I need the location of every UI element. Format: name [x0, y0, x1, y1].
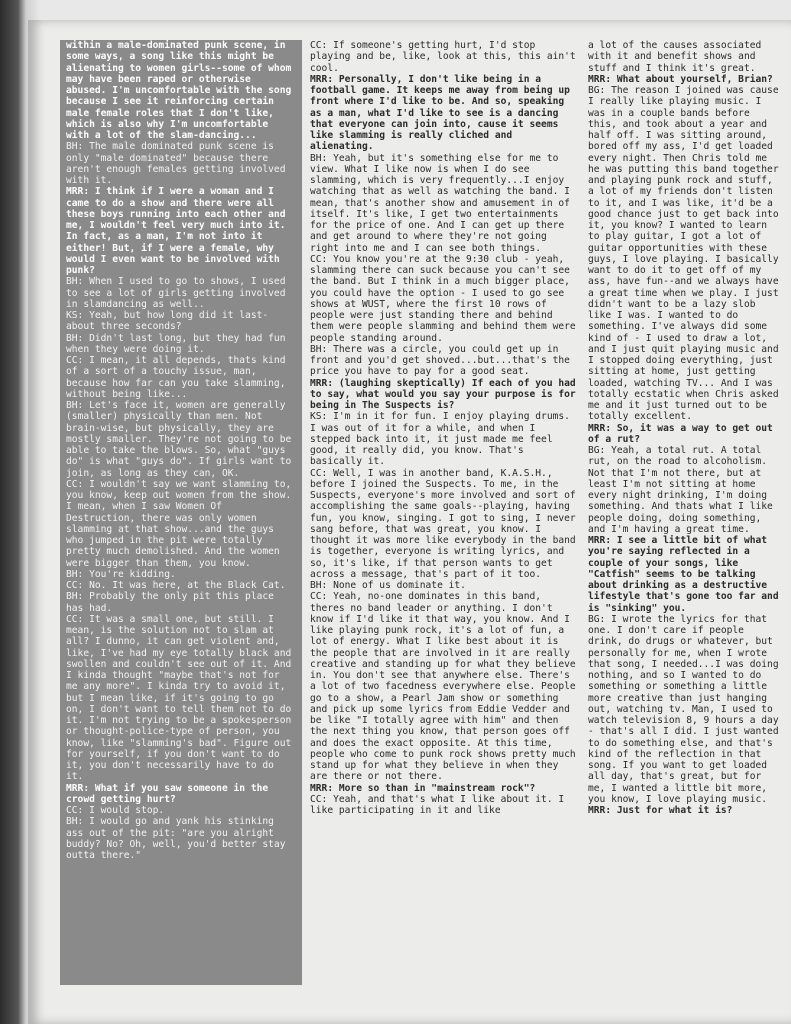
- mid-para-2: BH: Yeah, but it's something else for me to view. What I like now is when I do see slamming, which is very frequently...I enjoy watching that as well as watching the band. I mean, that's another show and amusement in of itself. It's like, I get two entertainments for the price of one. And I can get up there and get around to where they're not going right into me and I can see both things.: [310, 152, 570, 254]
- mid-para-4: BH: There was a circle, you could get up in front and you'd get shoved...but...that's the price you have to pay for a good seat.: [310, 343, 570, 378]
- left-para-2: MRR: I think if I were a woman and I came to do a show and there were all these boys running into each other and me, I wouldn't feel very much into it. In fact, as a man, I'm not into it either! But, if I were a female, why would I even want to be involved with punk?: [66, 186, 286, 276]
- left-para-4: KS: Yeah, but how long did it last-about three seconds?: [66, 310, 269, 333]
- right-para-0: a lot of the causes associated with it and benefit shows and stuff and I think it's great.: [588, 40, 762, 74]
- mid-para-3: CC: You know you're at the 9:30 club - yeah, slamming there can suck because you can't see the band. But I think in a much bigger place, you could have the option - I used to go see shows at WUST, where the first 10 rows of people were just standing there and behind them were people slamming and behind them were people standing around.: [310, 253, 576, 344]
- left-para-10: CC: No. It was here, at the Black Cat.: [66, 580, 286, 591]
- left-para-11: BH: Probably the only pit this place has had.: [66, 591, 274, 614]
- mid-para-8: BH: None of us dominate it.: [310, 580, 466, 591]
- mid-para-1: MRR: Personally, I don't like being in a football game. It keeps me away from being up front where I'd like to be. And so, speaking as a man, what I'd like to see is a dancing that everyone can join into, cause it seems like slamming is really cliched and alienating.: [310, 73, 570, 153]
- mid-para-10: MRR: More so than in "mainstream rock"?: [310, 782, 536, 794]
- right-para-6: BG: I wrote the lyrics for that one. I don't care if people drink, do drugs or whatever, but personally for me, when I wrote that song, I needed...I was doing nothing, and so I wanted to do something or something a little more creative than just hanging out, watching tv. Man, I used to watch television 8, 9 hours a day - that's all I did. I just wanted to do something else, and that's kind of the reflection in that song. If you want to get loaded all day, that's great, but for me, I wanted a little bit more, you know, I love playing music.: [588, 613, 779, 805]
- mid-para-0: CC: If someone's getting hurt, I'd stop playing and be, like, look at this, this ain't cool.: [310, 40, 576, 74]
- left-para-9: BH: You're kidding.: [66, 568, 176, 580]
- right-para-5: MRR: I see a little bit of what you're saying reflected in a couple of your songs, like "Catfish" seems to be talking about drinking as a destructive lifestyle that's gone too far and is "sinking" you.: [588, 535, 779, 614]
- left-para-13: MRR: What if you saw someone in the crowd getting hurt?: [66, 782, 269, 805]
- right-para-3: MRR: So, it was a way to get out of a rut?: [588, 422, 773, 445]
- left-para-8: CC: I wouldn't say we want slamming to, you know, keep out women from the show. I mean, when I saw Women Of Destruction, there was only women slamming at that show...and the guys who jumped in the pit were totally pretty much demolished. And the women were bigger than them, you know.: [66, 478, 292, 569]
- left-para-12: CC: It was a small one, but still. I mean, is the solution not to slam at all? I dunno, it can get violent and, like, I've had my eye totally black and swollen and couldn't see out of it. And I kinda thought "maybe that's not for me any more". I kinda try to avoid it, but I mean like, if it's going to go on, I don't want to tell them not to do it. I'm not trying to be a spokesperson or thought-police-type of person, you know, like "slamming's bad". Figure out for yourself, if you don't want to do it, you don't necessarily have to do it.: [66, 613, 292, 783]
- left-para-3: BH: When I used to go to shows, I used to see a lot of girls getting involved in slamdancing as well..: [66, 276, 286, 310]
- left-para-1: BH: The male dominated punk scene is only "male dominated" because there aren't enough females getting involved with it.: [66, 141, 286, 186]
- mid-para-11: CC: Yeah, and that's what I like about it. I like participating in it and like: [310, 793, 565, 816]
- left-para-15: BH: I would go and yank his stinking ass out of the pit: "are you alright buddy? No? Oh, well, you'd better stay outta there.": [66, 816, 286, 861]
- middle-column: [308, 40, 580, 985]
- left-para-6: CC: I mean, it all depends, thats kind of a sort of a touchy issue, man, because how far can you take slamming, without being like...: [66, 355, 286, 400]
- right-column: [586, 40, 782, 985]
- mid-para-6: KS: I'm in it for fun. I enjoy playing drums. I was out of it for a while, and when I stepped back into it, it just made me feel good, it really did, you know. That's basically it.: [310, 411, 570, 468]
- right-para-4: BG: Yeah, a total rut. A total rut, on the road to alcoholism. Not that I'm not there, but at least I'm not sitting at home every night drinking, I'm doing something. And thats what I like people doing, doing something, and I'm having a great time.: [588, 445, 773, 535]
- left-para-14: CC: I would stop.: [66, 805, 165, 816]
- left-column-shaded: [60, 40, 302, 985]
- right-para-1: MRR: What about yourself, Brian?: [588, 73, 773, 85]
- mid-para-7: CC: Well, I was in another band, K.A.S.H., before I joined the Suspects. To me, in the Suspects, everyone's more involved and sort of accomplishing the same goals--playing, having fun, you know, singing. I got to sing, I never sang before, that was great, you know. I thought it was more like everybody in the band is together, everyone is writing lyrics, and so, it's like, if that person wants to get across a message, that's part of it too.: [310, 467, 576, 580]
- right-para-2: BG: The reason I joined was cause I really like playing music. I was in a couple bands before this, and took about a year and half off. I was sitting around, bored off my ass, I'd get loaded every night. Then Chris told me he was putting this band together and playing punk rock and stuff, a lot of my friends don't listen to it, and I was like, it'd be a good chance just to get back into it, you know? I wanted to learn to play guitar, I got a lot of guitar opportunities with these guys, I love playing. I basically want to do it to get off of my ass, have fun--and we always have a great time when we play. I just didn't want to be a lazy slob like I was. I wanted to do something. I've always did some kind of - I used to draw a lot, and I just quit playing music and I stopped doing everything, just sitting at home, just getting loaded, watching TV... And I was totally ecstatic when Chris asked me and it just turned out to be totally excellent.: [588, 85, 779, 423]
- mid-para-5: MRR: (laughing skeptically) If each of you had to say, what would you say your purpose is for being in The Suspects is?: [310, 377, 576, 411]
- left-para-0: within a male-dominated punk scene, in some ways, a song like this might be alienating to women girls--some of whom may have been raped or otherwise abused. I'm uncomfortable with the song because I see it reinforcing certain male female roles that I don't like, which is also why I'm uncomfortable with a lot of the slam-dancing...: [66, 40, 292, 141]
- left-para-7: BH: Let's face it, women are generally (smaller) physically than men. Not brain-wise, but physically, they are mostly smaller. They're not going to be able to take the blows. So, what "guys do" is what "guys do". If girls want to join, as long as they can, OK.: [66, 400, 292, 479]
- left-para-5: BH: Didn't last long, but they had fun when they were doing it.: [66, 332, 286, 355]
- mid-para-9: CC: Yeah, no-one dominates in this band, theres no band leader or anything. I don't know if I'd like it that way, you know. And I like playing punk rock, it's a lot of fun, a lot of energy. What I like best about it is the people that are involved in it are really creative and standing up for what they believe in. You don't see that anywhere else. There's a lot of two facedness everywhere else. People go to a show, a Pearl Jam show or something and pick up some lyrics from Eddie Vedder and be like "I totally agree with him" and then the next thing you know, that person goes off and does the exact opposite. At this time, people who come to punk rock shows pretty much stand up for what they believe in when they are there or not there.: [310, 591, 576, 783]
- right-para-7: MRR: Just for what it is?: [588, 805, 733, 816]
